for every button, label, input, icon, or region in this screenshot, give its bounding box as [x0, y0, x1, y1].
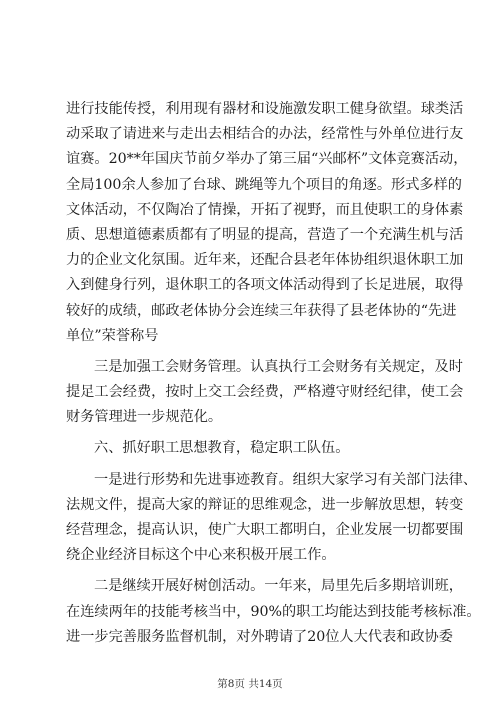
paragraph-start-line: 一是进行形势和先进事迹教育。组织大家学习有关部门法律、: [94, 471, 478, 488]
document-body: [66, 97, 481, 650]
text-line: 财务管理进一步规范化。: [66, 409, 223, 426]
text-line: 动采取了请进来与走出去相结合的办法，经常性与外单位进行友: [66, 126, 464, 143]
text-line: 质、思想道德素质都有了明显的提高，营造了一个充满生机与活: [66, 226, 464, 243]
text-line: 单位”荣誉称号: [66, 327, 159, 344]
text-line: 绕企业经济目标这个中心来积极开展工作。: [66, 547, 336, 564]
page-number-footer: 第8页 共14页: [217, 678, 283, 690]
text-line: 谊赛。20**年国庆节前夕举办了第三届“兴邮杯”文体竞赛活动，: [66, 151, 468, 168]
text-line: 入到健身行列，退休职工的各项文体活动得到了长足进展，取得: [66, 277, 464, 294]
text-line: 提足工会经费，按时上交工会经费，严格遵守财经纪律，使工会: [66, 384, 464, 401]
text-line: 较好的成绩，邮政老体协分会连续三年获得了县老体协的“先进: [66, 302, 457, 319]
text-line: 进行技能传授，利用现有器材和设施激发职工健身欲望。球类活: [66, 101, 464, 117]
text-line: 法规文件，提高大家的辩证的思维观念，进一步解放思想，转变: [66, 496, 464, 513]
paragraph-start-line: 三是加强工会财务管理。认真执行工会财务有关规定，及时: [94, 358, 463, 375]
text-line: 力的企业文化氛围。近年来，还配合县老年体协组织退休职工加: [66, 252, 464, 269]
text-line: 在连续两年的技能考核当中，90%的职工均能达到技能考核标准。: [66, 603, 481, 620]
text-line: 文体活动，不仅陶冶了情操，开拓了视野，而且使职工的身体素: [66, 201, 464, 218]
text-line: 全局100余人参加了台球、跳绳等九个项目的角逐。形式多样的: [66, 176, 462, 193]
text-line: 经营理念，提高认识，使广大职工都明白，企业发展一切都要围: [66, 522, 464, 538]
paragraph-start-line: 二是继续开展好树创活动。一年来，局里先后多期培训班，: [94, 578, 463, 595]
text-line: 进一步完善服务监督机制，对外聘请了20位人大代表和政协委: [66, 628, 453, 645]
section-heading: 六、抓好职工思想教育，稳定职工队伍。: [94, 440, 350, 457]
